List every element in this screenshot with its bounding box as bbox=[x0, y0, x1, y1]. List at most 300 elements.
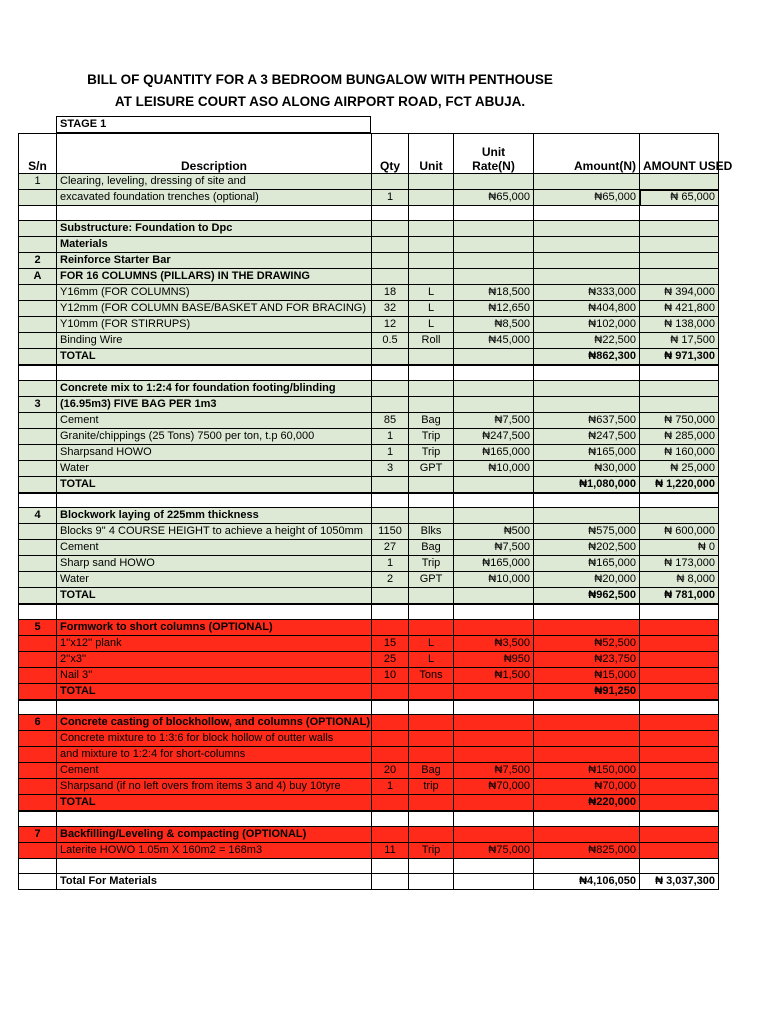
table-row bbox=[19, 795, 719, 812]
cell-sn bbox=[19, 700, 57, 715]
cell-amount-used bbox=[640, 651, 719, 667]
cell-description: Materials bbox=[57, 237, 372, 253]
table-row bbox=[19, 508, 719, 524]
cell-amount: ₦404,800 bbox=[534, 301, 640, 317]
cell-description: TOTAL bbox=[57, 349, 372, 366]
table-row bbox=[19, 396, 719, 412]
cell-qty bbox=[372, 508, 409, 524]
cell-unit bbox=[409, 508, 454, 524]
cell-sn bbox=[19, 476, 57, 493]
cell-sn bbox=[19, 604, 57, 619]
cell-sn bbox=[19, 572, 57, 588]
cell-description: Water bbox=[57, 572, 372, 588]
cell-description: Backfilling/Leveling & compacting (OPTIONAL) bbox=[57, 826, 372, 842]
table-row bbox=[19, 269, 719, 285]
cell-sn bbox=[19, 667, 57, 683]
cell-sn bbox=[19, 428, 57, 444]
cell-unit-rate bbox=[454, 873, 534, 889]
cell-description: Sharp sand HOWO bbox=[57, 556, 372, 572]
cell-description: Concrete casting of blockhollow, and columns (OPTIONAL) bbox=[57, 715, 372, 731]
cell-amount-used: ₦ 781,000 bbox=[640, 588, 719, 605]
cell-qty bbox=[372, 206, 409, 221]
header-unit-rate: Unit Rate(N) bbox=[454, 134, 534, 174]
cell-amount bbox=[534, 365, 640, 380]
cell-amount: ₦862,300 bbox=[534, 349, 640, 366]
cell-unit: Bag bbox=[409, 412, 454, 428]
cell-sn bbox=[19, 842, 57, 858]
cell-unit bbox=[409, 873, 454, 889]
cell-unit bbox=[409, 715, 454, 731]
cell-qty bbox=[372, 731, 409, 747]
cell-qty: 15 bbox=[372, 635, 409, 651]
table-row bbox=[19, 476, 719, 493]
table-row bbox=[19, 540, 719, 556]
cell-qty bbox=[372, 873, 409, 889]
table-row bbox=[19, 604, 719, 619]
cell-unit-rate bbox=[454, 396, 534, 412]
cell-unit bbox=[409, 588, 454, 605]
cell-unit-rate bbox=[454, 206, 534, 221]
cell-description: Sharpsand HOWO bbox=[57, 444, 372, 460]
cell-amount-used bbox=[640, 842, 719, 858]
table-row bbox=[19, 412, 719, 428]
cell-description bbox=[57, 858, 372, 873]
cell-sn bbox=[19, 779, 57, 795]
cell-qty bbox=[372, 826, 409, 842]
cell-sn bbox=[19, 747, 57, 763]
cell-amount-used: ₦ 0 bbox=[640, 540, 719, 556]
table-row bbox=[19, 747, 719, 763]
cell-sn bbox=[19, 365, 57, 380]
cell-unit-rate: ₦75,000 bbox=[454, 842, 534, 858]
cell-sn bbox=[19, 317, 57, 333]
cell-description: Blocks 9'' 4 COURSE HEIGHT to achieve a height of 1050mm bbox=[57, 524, 372, 540]
cell-unit: L bbox=[409, 651, 454, 667]
cell-unit-rate bbox=[454, 349, 534, 366]
cell-amount: ₦20,000 bbox=[534, 572, 640, 588]
cell-unit bbox=[409, 396, 454, 412]
cell-description: TOTAL bbox=[57, 476, 372, 493]
cell-amount-used: ₦ 160,000 bbox=[640, 444, 719, 460]
cell-qty bbox=[372, 795, 409, 812]
cell-amount bbox=[534, 174, 640, 190]
cell-unit: L bbox=[409, 635, 454, 651]
cell-qty bbox=[372, 221, 409, 237]
cell-qty bbox=[372, 683, 409, 700]
cell-unit-rate: ₦1,500 bbox=[454, 667, 534, 683]
cell-unit: Trip bbox=[409, 842, 454, 858]
cell-amount-used: ₦ 3,037,300 bbox=[640, 873, 719, 889]
cell-unit-rate: ₦65,000 bbox=[454, 190, 534, 206]
cell-sn bbox=[19, 444, 57, 460]
table-row bbox=[19, 365, 719, 380]
cell-amount-used bbox=[640, 683, 719, 700]
cell-description: Nail 3'' bbox=[57, 667, 372, 683]
cell-description: and mixture to 1:2:4 for short-columns bbox=[57, 747, 372, 763]
cell-unit bbox=[409, 190, 454, 206]
cell-qty: 1 bbox=[372, 190, 409, 206]
cell-unit bbox=[409, 604, 454, 619]
cell-description bbox=[57, 604, 372, 619]
cell-amount-used bbox=[640, 731, 719, 747]
cell-qty bbox=[372, 588, 409, 605]
cell-amount-used bbox=[640, 858, 719, 873]
cell-sn bbox=[19, 731, 57, 747]
cell-unit: Tons bbox=[409, 667, 454, 683]
cell-amount-used bbox=[640, 380, 719, 396]
cell-amount: ₦575,000 bbox=[534, 524, 640, 540]
cell-amount: ₦962,500 bbox=[534, 588, 640, 605]
cell-unit-rate bbox=[454, 619, 534, 635]
table-row bbox=[19, 700, 719, 715]
table-row bbox=[19, 221, 719, 237]
cell-amount: ₦637,500 bbox=[534, 412, 640, 428]
table-row bbox=[19, 206, 719, 221]
cell-unit bbox=[409, 811, 454, 826]
cell-unit-rate: ₦18,500 bbox=[454, 285, 534, 301]
cell-amount: ₦91,250 bbox=[534, 683, 640, 700]
cell-amount-used bbox=[640, 715, 719, 731]
cell-sn bbox=[19, 206, 57, 221]
cell-unit-rate: ₦247,500 bbox=[454, 428, 534, 444]
cell-amount bbox=[534, 253, 640, 269]
cell-sn bbox=[19, 873, 57, 889]
table-row bbox=[19, 349, 719, 366]
table-row bbox=[19, 285, 719, 301]
table-row bbox=[19, 301, 719, 317]
cell-amount-used bbox=[640, 811, 719, 826]
cell-amount: ₦30,000 bbox=[534, 460, 640, 476]
cell-qty bbox=[372, 493, 409, 508]
cell-description: Clearing, leveling, dressing of site and bbox=[57, 174, 372, 190]
cell-qty bbox=[372, 396, 409, 412]
cell-sn: 5 bbox=[19, 619, 57, 635]
table-row bbox=[19, 253, 719, 269]
cell-unit-rate bbox=[454, 826, 534, 842]
cell-qty: 12 bbox=[372, 317, 409, 333]
cell-amount-used bbox=[640, 667, 719, 683]
cell-qty bbox=[372, 349, 409, 366]
cell-sn bbox=[19, 811, 57, 826]
cell-description: TOTAL bbox=[57, 588, 372, 605]
cell-unit bbox=[409, 493, 454, 508]
cell-amount-used bbox=[640, 508, 719, 524]
cell-amount: ₦1,080,000 bbox=[534, 476, 640, 493]
cell-amount: ₦70,000 bbox=[534, 779, 640, 795]
cell-amount-used: ₦ 600,000 bbox=[640, 524, 719, 540]
cell-description: Granite/chippings (25 Tons) 7500 per ton, t.p 60,000 bbox=[57, 428, 372, 444]
cell-amount-used bbox=[640, 619, 719, 635]
cell-description: Cement bbox=[57, 540, 372, 556]
bill-of-quantity-table bbox=[18, 133, 733, 890]
table-header-row bbox=[19, 134, 719, 174]
cell-unit-rate bbox=[454, 604, 534, 619]
cell-unit-rate bbox=[454, 747, 534, 763]
cell-amount-used bbox=[640, 237, 719, 253]
cell-unit-rate bbox=[454, 237, 534, 253]
cell-amount bbox=[534, 700, 640, 715]
cell-qty bbox=[372, 380, 409, 396]
cell-unit: Bag bbox=[409, 540, 454, 556]
cell-unit-rate bbox=[454, 253, 534, 269]
cell-unit bbox=[409, 476, 454, 493]
cell-amount bbox=[534, 508, 640, 524]
cell-sn bbox=[19, 460, 57, 476]
cell-sn bbox=[19, 540, 57, 556]
cell-amount bbox=[534, 380, 640, 396]
cell-description: Sharpsand (if no left overs from items 3 and 4) buy 10tyre bbox=[57, 779, 372, 795]
cell-amount-used bbox=[640, 174, 719, 190]
table-row bbox=[19, 779, 719, 795]
cell-unit-rate bbox=[454, 269, 534, 285]
cell-amount bbox=[534, 221, 640, 237]
cell-amount-used: ₦ 173,000 bbox=[640, 556, 719, 572]
cell-amount bbox=[534, 493, 640, 508]
cell-description: Substructure: Foundation to Dpc bbox=[57, 221, 372, 237]
cell-amount-used: ₦ 750,000 bbox=[640, 412, 719, 428]
header-qty: Qty bbox=[372, 134, 409, 174]
cell-qty bbox=[372, 811, 409, 826]
cell-unit: Roll bbox=[409, 333, 454, 349]
cell-description: Y10mm (FOR STIRRUPS) bbox=[57, 317, 372, 333]
cell-amount: ₦150,000 bbox=[534, 763, 640, 779]
cell-description: 1''x12'' plank bbox=[57, 635, 372, 651]
cell-qty: 3 bbox=[372, 460, 409, 476]
cell-qty: 18 bbox=[372, 285, 409, 301]
cell-amount-used: ₦ 1,220,000 bbox=[640, 476, 719, 493]
cell-amount: ₦102,000 bbox=[534, 317, 640, 333]
table-row bbox=[19, 715, 719, 731]
table-row bbox=[19, 588, 719, 605]
table-row bbox=[19, 731, 719, 747]
cell-sn: 1 bbox=[19, 174, 57, 190]
cell-qty bbox=[372, 700, 409, 715]
cell-amount-used bbox=[640, 396, 719, 412]
cell-amount: ₦247,500 bbox=[534, 428, 640, 444]
cell-amount: ₦52,500 bbox=[534, 635, 640, 651]
table-row bbox=[19, 842, 719, 858]
cell-amount-used: ₦ 971,300 bbox=[640, 349, 719, 366]
cell-amount bbox=[534, 715, 640, 731]
cell-qty: 85 bbox=[372, 412, 409, 428]
cell-amount: ₦165,000 bbox=[534, 556, 640, 572]
header-description: Description bbox=[57, 134, 372, 174]
cell-unit: GPT bbox=[409, 460, 454, 476]
cell-description: Blockwork laying of 225mm thickness bbox=[57, 508, 372, 524]
cell-amount bbox=[534, 604, 640, 619]
cell-qty bbox=[372, 747, 409, 763]
cell-amount: ₦65,000 bbox=[534, 190, 640, 206]
cell-unit: L bbox=[409, 285, 454, 301]
cell-sn bbox=[19, 635, 57, 651]
table-row bbox=[19, 572, 719, 588]
cell-sn bbox=[19, 237, 57, 253]
cell-unit bbox=[409, 253, 454, 269]
table-row bbox=[19, 174, 719, 190]
cell-qty bbox=[372, 365, 409, 380]
cell-unit bbox=[409, 269, 454, 285]
header-unit: Unit bbox=[409, 134, 454, 174]
cell-unit-rate: ₦165,000 bbox=[454, 556, 534, 572]
cell-unit-rate bbox=[454, 476, 534, 493]
cell-description: Y16mm (FOR COLUMNS) bbox=[57, 285, 372, 301]
cell-amount bbox=[534, 747, 640, 763]
cell-amount-used bbox=[640, 700, 719, 715]
cell-unit-rate: ₦500 bbox=[454, 524, 534, 540]
table-row bbox=[19, 556, 719, 572]
cell-unit bbox=[409, 731, 454, 747]
cell-unit-rate bbox=[454, 700, 534, 715]
cell-unit: trip bbox=[409, 779, 454, 795]
cell-unit-rate bbox=[454, 588, 534, 605]
document-title-line2: AT LEISURE COURT ASO ALONG AIRPORT ROAD, FCT ABUJA. bbox=[114, 94, 526, 109]
cell-description: excavated foundation trenches (optional) bbox=[57, 190, 372, 206]
cell-sn bbox=[19, 763, 57, 779]
cell-qty: 27 bbox=[372, 540, 409, 556]
cell-qty bbox=[372, 858, 409, 873]
cell-unit-rate bbox=[454, 493, 534, 508]
cell-description: TOTAL bbox=[57, 795, 372, 812]
cell-unit-rate: ₦7,500 bbox=[454, 763, 534, 779]
cell-unit bbox=[409, 683, 454, 700]
cell-unit bbox=[409, 206, 454, 221]
table-row bbox=[19, 380, 719, 396]
cell-amount: ₦333,000 bbox=[534, 285, 640, 301]
cell-amount-used bbox=[640, 795, 719, 812]
cell-description bbox=[57, 206, 372, 221]
cell-amount: ₦15,000 bbox=[534, 667, 640, 683]
stage-label: STAGE 1 bbox=[56, 116, 371, 133]
cell-sn bbox=[19, 524, 57, 540]
cell-sn bbox=[19, 556, 57, 572]
cell-amount-used bbox=[640, 206, 719, 221]
cell-unit bbox=[409, 747, 454, 763]
cell-description bbox=[57, 700, 372, 715]
cell-unit bbox=[409, 826, 454, 842]
table-row bbox=[19, 460, 719, 476]
cell-description: Reinforce Starter Bar bbox=[57, 253, 372, 269]
cell-unit bbox=[409, 700, 454, 715]
table-row bbox=[19, 683, 719, 700]
cell-qty bbox=[372, 269, 409, 285]
cell-qty bbox=[372, 715, 409, 731]
cell-amount bbox=[534, 811, 640, 826]
table-row bbox=[19, 317, 719, 333]
cell-sn bbox=[19, 858, 57, 873]
cell-qty: 11 bbox=[372, 842, 409, 858]
table-row bbox=[19, 826, 719, 842]
table-row bbox=[19, 428, 719, 444]
cell-description: Total For Materials bbox=[57, 873, 372, 889]
cell-unit-rate bbox=[454, 858, 534, 873]
cell-unit-rate bbox=[454, 221, 534, 237]
cell-amount-used: ₦ 65,000 bbox=[640, 190, 719, 206]
table-row bbox=[19, 333, 719, 349]
cell-unit-rate: ₦7,500 bbox=[454, 540, 534, 556]
cell-description: Cement bbox=[57, 412, 372, 428]
cell-unit: L bbox=[409, 301, 454, 317]
cell-amount: ₦22,500 bbox=[534, 333, 640, 349]
table-row bbox=[19, 811, 719, 826]
cell-unit-rate: ₦12,650 bbox=[454, 301, 534, 317]
cell-qty: 10 bbox=[372, 667, 409, 683]
cell-unit-rate bbox=[454, 795, 534, 812]
cell-amount bbox=[534, 731, 640, 747]
cell-qty bbox=[372, 619, 409, 635]
cell-qty: 1 bbox=[372, 444, 409, 460]
cell-unit-rate bbox=[454, 715, 534, 731]
cell-description: Concrete mixture to 1:3:6 for block hollow of outter walls bbox=[57, 731, 372, 747]
cell-sn: 7 bbox=[19, 826, 57, 842]
cell-amount bbox=[534, 826, 640, 842]
cell-qty: 2 bbox=[372, 572, 409, 588]
cell-unit: GPT bbox=[409, 572, 454, 588]
cell-description: Water bbox=[57, 460, 372, 476]
table-row bbox=[19, 873, 719, 889]
cell-unit: Blks bbox=[409, 524, 454, 540]
document-title-line1: BILL OF QUANTITY FOR A 3 BEDROOM BUNGALOW WITH PENTHOUSE bbox=[87, 72, 553, 87]
cell-unit: Trip bbox=[409, 428, 454, 444]
cell-unit-rate bbox=[454, 683, 534, 700]
cell-unit: Trip bbox=[409, 444, 454, 460]
cell-amount-used: ₦ 25,000 bbox=[640, 460, 719, 476]
cell-unit bbox=[409, 858, 454, 873]
cell-amount-used bbox=[640, 779, 719, 795]
cell-amount-used bbox=[640, 253, 719, 269]
cell-sn: 2 bbox=[19, 253, 57, 269]
cell-sn bbox=[19, 683, 57, 700]
cell-sn bbox=[19, 380, 57, 396]
cell-amount: ₦202,500 bbox=[534, 540, 640, 556]
cell-qty: 32 bbox=[372, 301, 409, 317]
table-row bbox=[19, 667, 719, 683]
cell-description: Concrete mix to 1:2:4 for foundation footing/blinding bbox=[57, 380, 372, 396]
cell-sn bbox=[19, 190, 57, 206]
cell-qty bbox=[372, 237, 409, 253]
cell-unit bbox=[409, 380, 454, 396]
cell-description: Binding Wire bbox=[57, 333, 372, 349]
cell-description: 2''x3'' bbox=[57, 651, 372, 667]
cell-unit bbox=[409, 619, 454, 635]
cell-qty bbox=[372, 604, 409, 619]
cell-unit-rate: ₦10,000 bbox=[454, 460, 534, 476]
cell-unit bbox=[409, 174, 454, 190]
cell-sn bbox=[19, 651, 57, 667]
cell-amount bbox=[534, 619, 640, 635]
cell-description: Cement bbox=[57, 763, 372, 779]
cell-description bbox=[57, 365, 372, 380]
cell-qty: 1 bbox=[372, 779, 409, 795]
table-row bbox=[19, 190, 719, 206]
cell-amount-used bbox=[640, 221, 719, 237]
cell-description: (16.95m3) FIVE BAG PER 1m3 bbox=[57, 396, 372, 412]
cell-amount-used bbox=[640, 635, 719, 651]
cell-unit-rate: ₦10,000 bbox=[454, 572, 534, 588]
cell-sn bbox=[19, 285, 57, 301]
cell-amount-used bbox=[640, 269, 719, 285]
cell-amount-used: ₦ 394,000 bbox=[640, 285, 719, 301]
cell-unit-rate bbox=[454, 508, 534, 524]
cell-sn: 4 bbox=[19, 508, 57, 524]
cell-unit bbox=[409, 349, 454, 366]
cell-qty bbox=[372, 253, 409, 269]
cell-description: TOTAL bbox=[57, 683, 372, 700]
table-row bbox=[19, 444, 719, 460]
cell-amount: ₦4,106,050 bbox=[534, 873, 640, 889]
cell-unit-rate: ₦7,500 bbox=[454, 412, 534, 428]
cell-amount: ₦165,000 bbox=[534, 444, 640, 460]
table-row bbox=[19, 493, 719, 508]
